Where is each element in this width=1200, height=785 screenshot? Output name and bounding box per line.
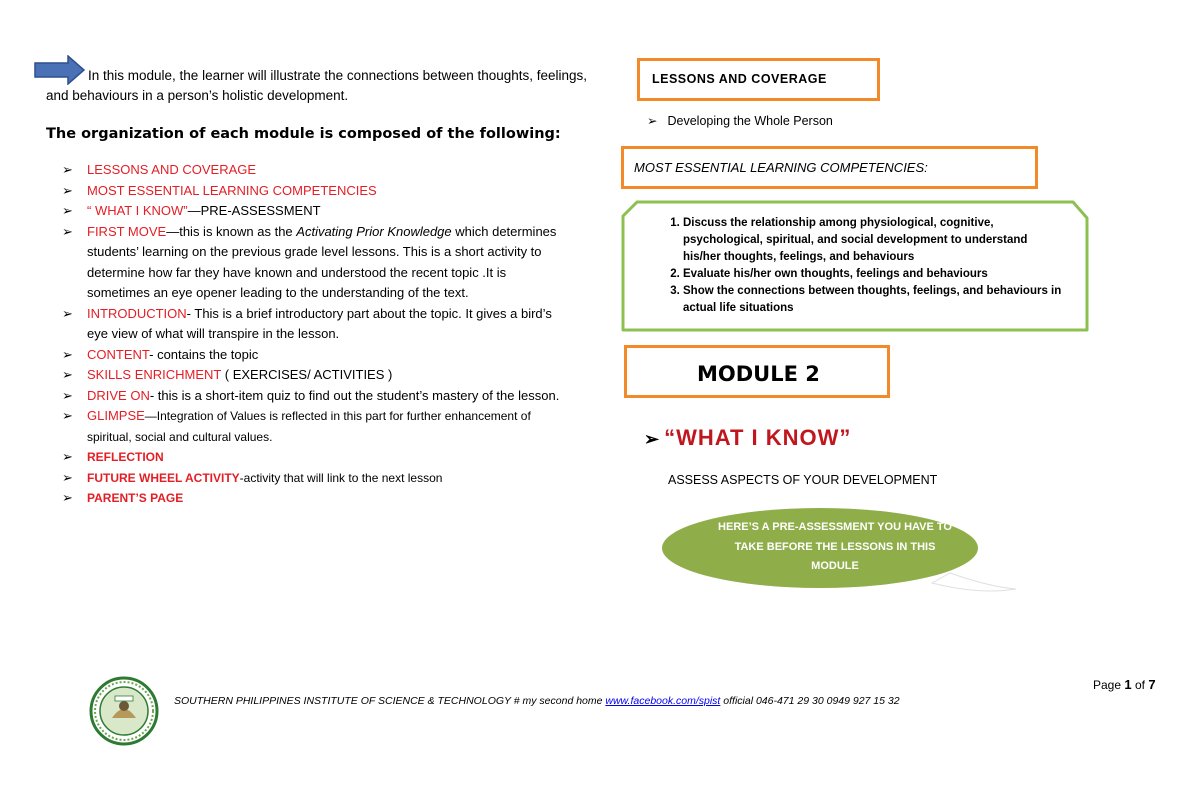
footer-text: SOUTHERN PHILIPPINES INSTITUTE OF SCIENCE & TECHNOLOGY # my second home www.facebook.com/spist official 046-471 29 30 0949 927 15 32 (174, 695, 900, 707)
list-item: ➢ FIRST MOVE—this is known as the Activating Prior Knowledge which determines students’ learning on the previous grade level lessons. This is a short activity to determine how far they have known and understood the recent topic .It is sometimes an eye opener leading to the understanding of the text. (62, 223, 557, 300)
list-item: 3. Show the connections between thoughts, feelings, and behaviours in actual life situations (683, 283, 1068, 317)
list-item: 1. Discuss the relationship among physiological, cognitive, psychological, spiritual, and social development to understand his/her thoughts, feelings, and behaviours (683, 215, 1068, 266)
list-item: ➢ SKILLS ENRICHMENT ( EXERCISES/ ACTIVITIES ) (62, 367, 393, 382)
list-item: ➢ FUTURE WHEEL ACTIVITY-activity that will link to the next lesson (62, 469, 443, 485)
list-item: ➢ GLIMPSE—Integration of Values is reflected in this part for further enhancement of spiritual, social and cultural values. (62, 408, 531, 444)
list-item: ➢ PARENT’S PAGE (62, 490, 184, 505)
list-item: ➢ MOST ESSENTIAL LEARNING COMPETENCIES (62, 182, 377, 198)
organization-title: The organization of each module is composed of the following: (46, 126, 561, 142)
module-title-box (624, 345, 890, 398)
list-item: ➢ CONTENT- contains the topic (62, 346, 259, 362)
pre-assessment-callout: HERE’S A PRE-ASSESSMENT YOU HAVE TO TAKE BEFORE THE LESSONS IN THIS MODULE (718, 521, 952, 572)
list-item: ➢ LESSONS AND COVERAGE (62, 162, 257, 177)
lessons-coverage-item: ➢ Developing the Whole Person (647, 114, 833, 128)
school-seal-logo (89, 676, 159, 746)
what-i-know-heading: ➢ “WHAT I KNOW” (644, 425, 852, 450)
module-title: MODULE 2 (697, 362, 820, 386)
lessons-coverage-title: LESSONS AND COVERAGE (652, 72, 827, 86)
module-intro: In this module, the learner will illustrate the connections between thoughts, feelings, and behaviours in a person’s holistic development. (46, 68, 588, 103)
module-components-list (62, 160, 562, 509)
lessons-coverage-box (637, 58, 880, 101)
melc-title: MOST ESSENTIAL LEARNING COMPETENCIES: (634, 160, 928, 175)
list-item: ➢ DRIVE ON- this is a short-item quiz to find out the student’s mastery of the lesson. (62, 387, 560, 403)
facebook-link[interactable]: www.facebook.com/spist (605, 695, 721, 707)
assess-subtitle: ASSESS ASPECTS OF YOUR DEVELOPMENT (668, 473, 938, 487)
melc-title-box (621, 146, 1038, 189)
list-item: ➢ INTRODUCTION- This is a brief introductory part about the topic. It gives a bird’s eye view of what will transpire in the lesson. (62, 305, 552, 341)
competencies-list (658, 215, 1068, 317)
list-item: ➢ “ WHAT I KNOW”—PRE-ASSESSMENT (62, 203, 321, 218)
list-item: 2. Evaluate his/her own thoughts, feelings and behaviours (683, 266, 1068, 283)
page-number: Page 1 of 7 (1093, 677, 1156, 692)
list-item: ➢ REFLECTION (62, 449, 164, 464)
